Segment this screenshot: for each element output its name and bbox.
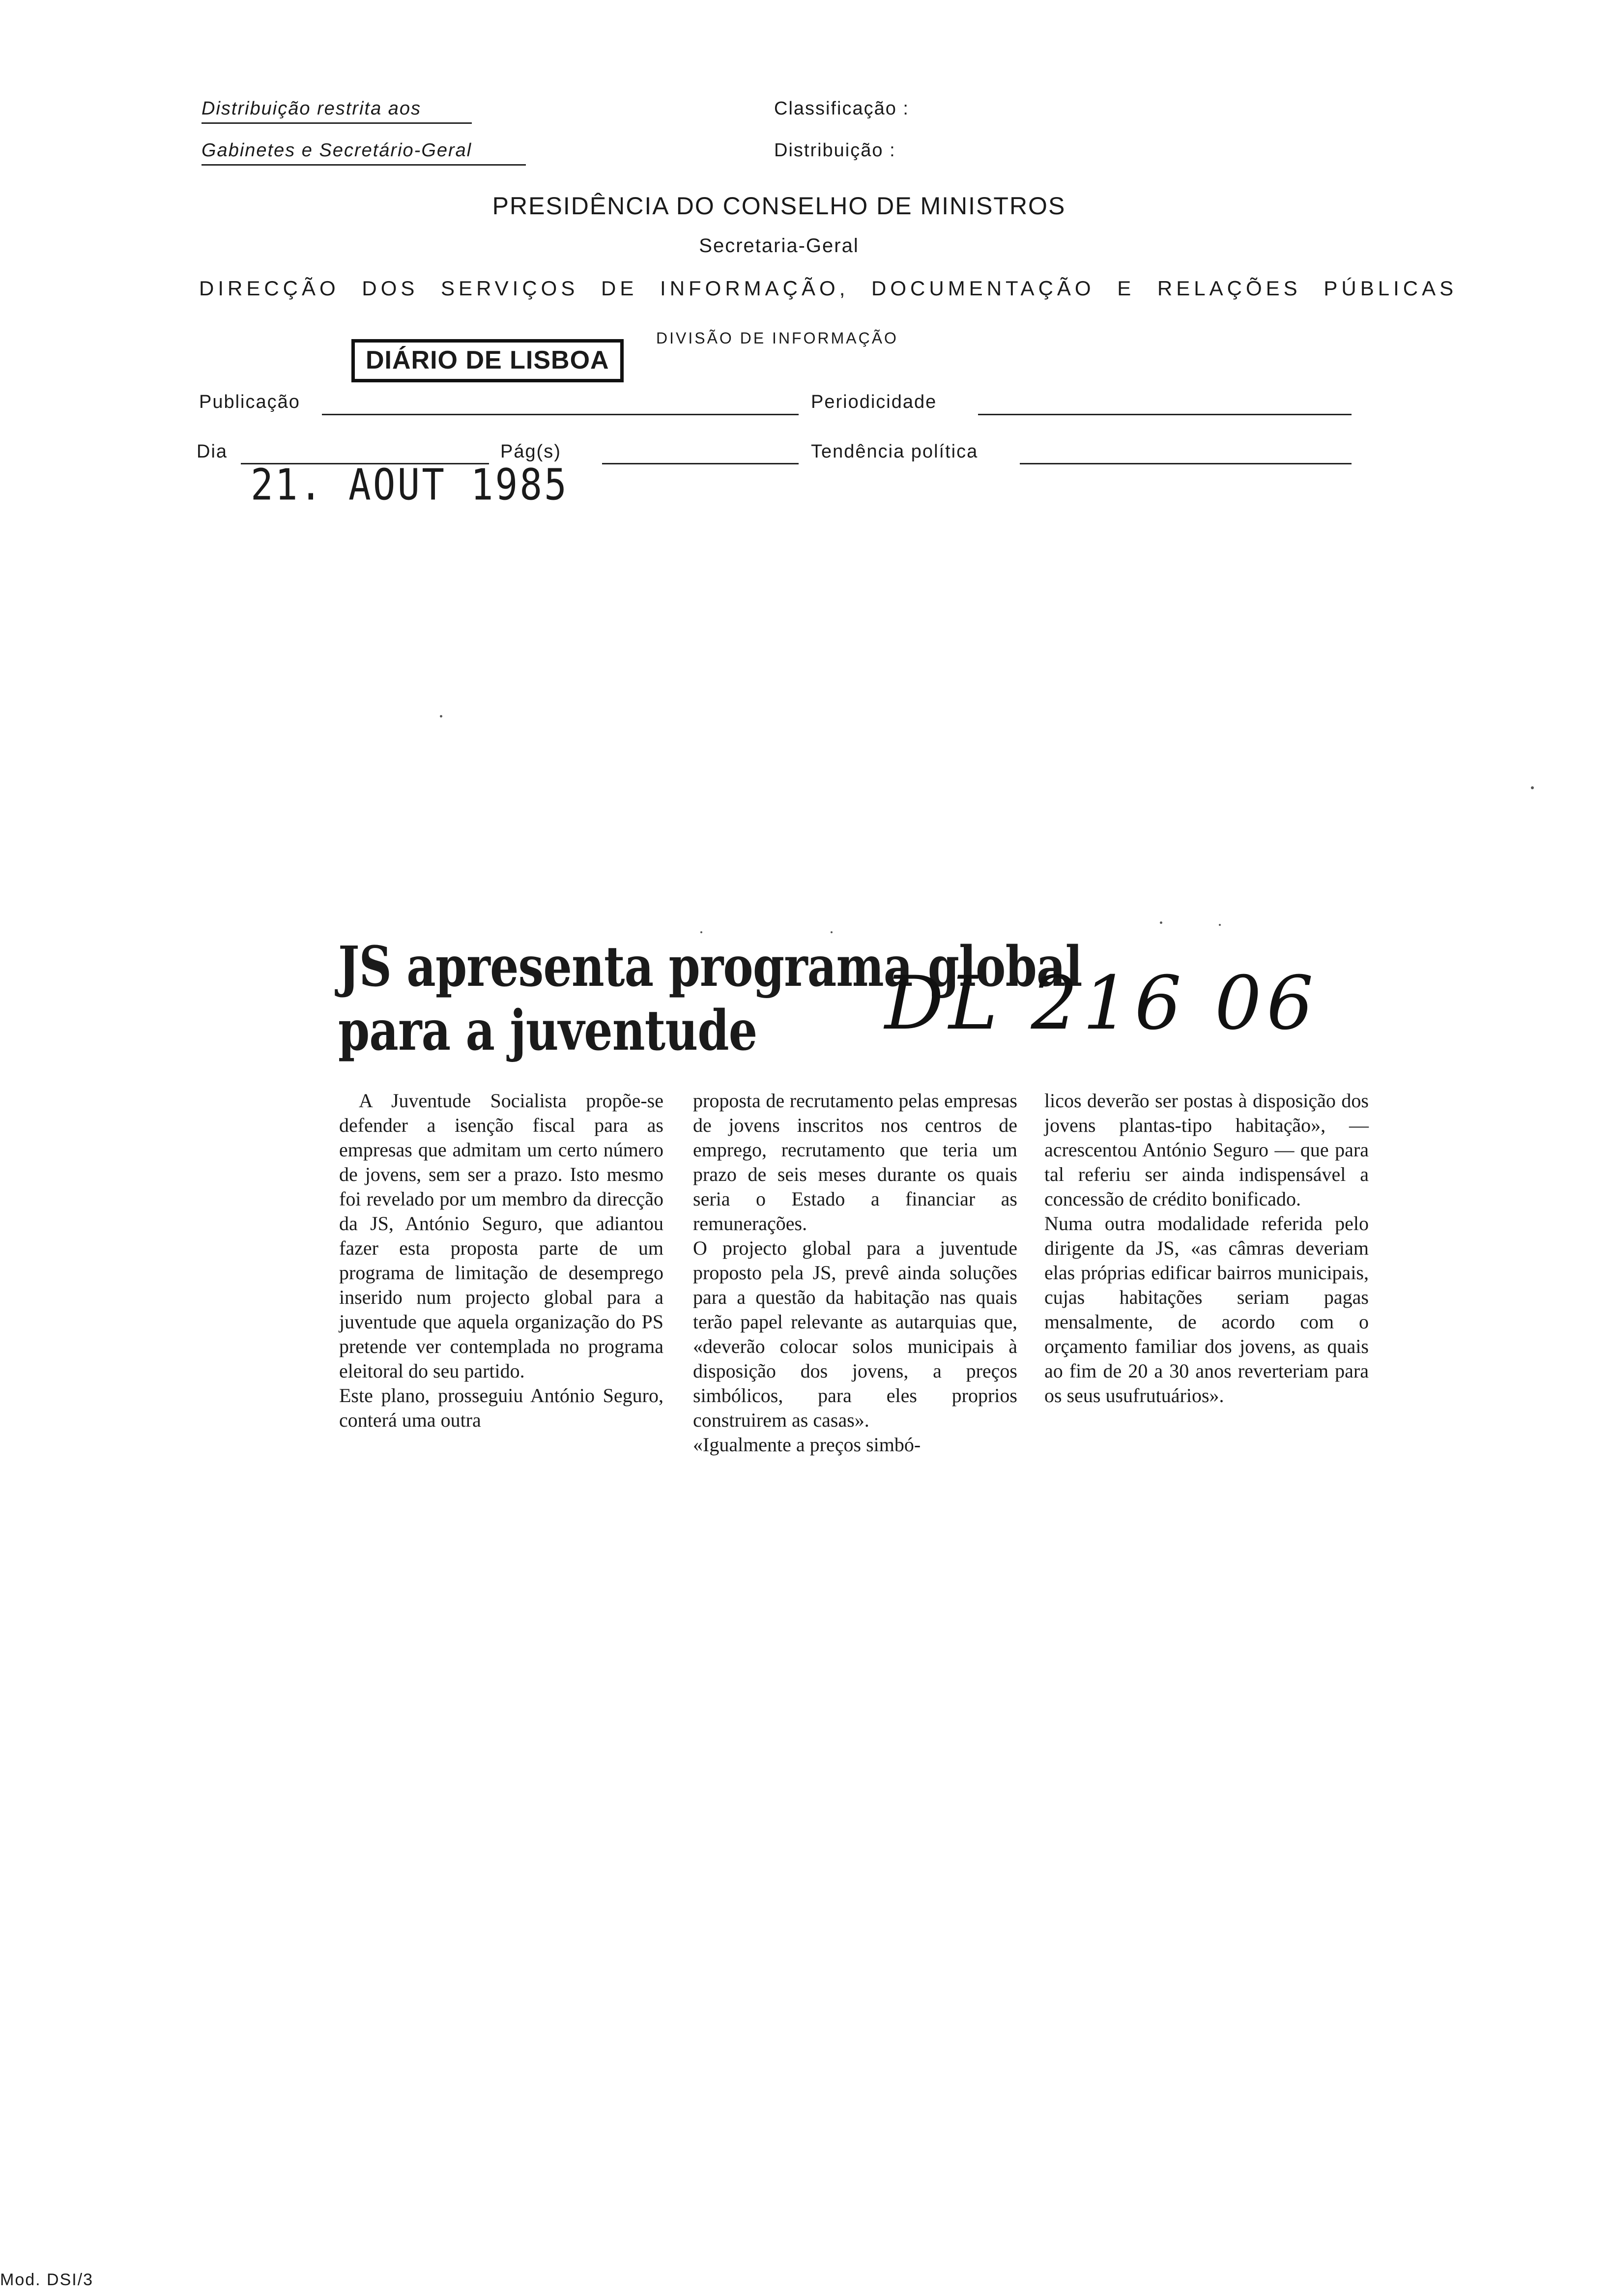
article-column-2: proposta de recrutamento pelas empresas de jovens inscritos nos centros de emprego, recrutamento que teria um prazo de seis meses durante os quais seria o Estado a financiar as remunerações. O projecto global para a juventude proposto pela JS, prevê ainda soluções para a questão da habitação nas quais terão papel relevante as autarquias que, «deverão colocar solos municipais à disposição dos jovens, a preços simbólicos, para eles proprios construirem as casas». «Igualmente a preços simbó-	[693, 1090, 1017, 1456]
scan-speck	[440, 715, 442, 718]
restricted-distribution-line2: Gabinetes e Secretário-Geral	[202, 140, 526, 166]
pages-label: Pág(s)	[500, 441, 561, 462]
article-column-1: A Juventude Socialista propõe-se defender a isenção fiscal para as empresas que admitam um certo número de jovens, sem ser a prazo. Isto mesmo foi revelado por um membro da direcção da JS, António Seguro, que adiantou fazer esta proposta parte de um programa de limitação de desemprego inserido num projecto global para a juventude que aquela organização do PS pretende ver contemplada no programa eleitoral do seu partido. Este plano, prosseguiu António Seguro, conterá uma outra	[339, 1090, 663, 1431]
article-headline-line2: para a juventude	[338, 999, 757, 1063]
article-column-3: licos deverão ser postas à disposição dos jovens plantas-tipo habitação», — acrescentou António Seguro — que para tal referiu ser ainda indispensável a concessão de crédito bonificado. Numa outra modalidade referida pelo dirigente da JS, «as câmras deveriam elas próprias edificar bairros municipais, cujas habitações seriam pagas mensalmente, de acordo com o orçamento familiar dos jovens, as quais ao fim de 20 a 30 anos reverteriam para os seus usufrutuários».	[1044, 1090, 1369, 1406]
scan-speck	[1160, 921, 1162, 924]
periodicity-field-line	[978, 414, 1352, 415]
scan-speck	[1531, 786, 1534, 789]
publication-field-line	[322, 414, 799, 415]
day-label: Dia	[197, 441, 228, 462]
periodicity-label: Periodicidade	[811, 392, 937, 412]
political-tendency-label: Tendência política	[811, 441, 979, 462]
pages-field-line	[602, 463, 799, 464]
restricted-distribution-line1: Distribuição restrita aos	[202, 98, 472, 124]
distribution-label: Distribuição :	[774, 140, 896, 161]
scan-speck	[831, 931, 833, 933]
publication-label: Publicação	[199, 392, 300, 412]
scan-speck	[700, 931, 702, 933]
scan-speck	[1219, 924, 1221, 926]
handwritten-reference: DL 216 06	[885, 961, 1319, 1046]
date-stamp: 21. AOUT 1985	[251, 459, 569, 510]
organization-title: PRESIDÊNCIA DO CONSELHO DE MINISTROS	[492, 192, 1066, 220]
directorate-title: DIRECÇÃO DOS SERVIÇOS DE INFORMAÇÃO, DOCUMENTAÇÃO E RELAÇÕES PÚBLICAS	[199, 277, 1458, 300]
publication-stamp: DIÁRIO DE LISBOA	[351, 339, 624, 382]
article-headline-line1: JS apresenta programa global	[338, 935, 1082, 999]
form-code: Mod. DSI/3	[0, 2270, 94, 2289]
secretariat-title: Secretaria-Geral	[699, 235, 859, 257]
division-title: DIVISÃO DE INFORMAÇÃO	[656, 329, 898, 347]
political-tendency-field-line	[1020, 463, 1352, 464]
classification-label: Classificação :	[774, 98, 909, 119]
